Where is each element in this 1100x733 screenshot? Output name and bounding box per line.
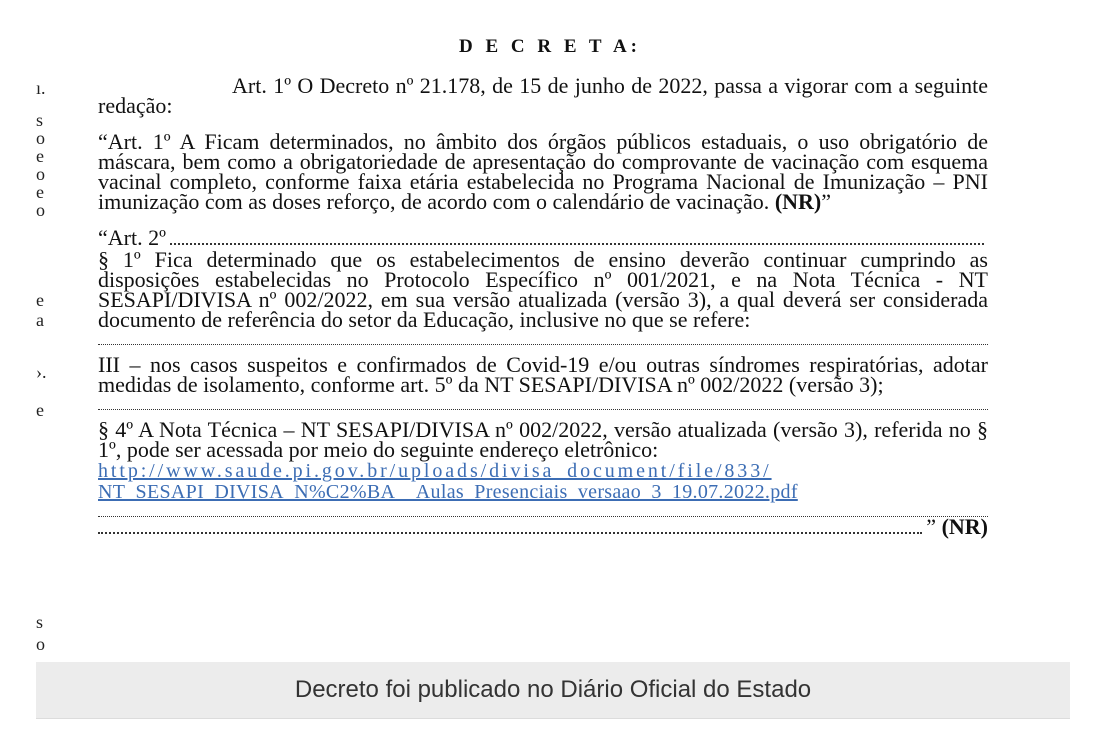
margin-fragment: e: [36, 400, 44, 420]
nota-tecnica-link-part-2[interactable]: NT_SESAPI_DIVISA_N%C2%BA__Aulas_Presenciais_versaao_3_19.07.2022.pdf: [98, 481, 798, 503]
margin-fragment: o: [36, 164, 45, 184]
decree-heading: D E C R E T A:: [459, 36, 641, 57]
margin-fragment: o: [36, 128, 45, 148]
nr-marker: (NR): [774, 189, 822, 214]
paragraph-4: § 4º A Nota Técnica – NT SESAPI/DIVISA nº 002/2022, versão atualizada (versão 3), referida no § 1º, pode ser acessada por meio do seguinte endereço eletrônico:: [98, 417, 988, 462]
margin-fragment: ı.: [36, 78, 46, 98]
margin-fragment: ›.: [36, 362, 47, 382]
margin-fragment: o: [36, 200, 45, 220]
margin-fragment: e: [36, 290, 44, 310]
paragraph-1: § 1º Fica determinado que os estabelecimentos de ensino deverão continuar cumprindo as disposições estabelecidas no Protocolo Específico nº 001/2021, e na Nota Técnica - NT SESAPI/DIVISA nº 002/2022, em sua versão atualizada (versão 3), a qual deverá ser considerada documento de referência do setor da Educação, inclusive no que se refere:: [98, 247, 988, 332]
margin-fragment: e: [36, 146, 44, 166]
article-2-label: “Art. 2º: [98, 225, 166, 250]
dotted-leader: [98, 532, 922, 534]
margin-fragment: a: [36, 310, 44, 330]
dotted-separator: [98, 395, 988, 410]
margin-fragment: o: [36, 634, 45, 654]
article-1-quote-paragraph: [98, 129, 988, 214]
article-1-quote: “Art. 1º A Ficam determinados, no âmbito dos órgãos públicos estaduais, o uso obrigatório de máscara, bem como a obrigatoriedade de apresentação do comprovante de vacinação com esquema vacinal completo, conforme faixa etária estabelecida no Programa Nacional de Imunização – PNI imunização com as doses reforço, de acordo com o calendário de vacinação.: [98, 129, 988, 214]
nr-marker: (NR): [941, 514, 988, 539]
quote-close: ”: [821, 189, 832, 214]
nota-tecnica-link-part-1[interactable]: http://www.saude.pi.gov.br/uploads/divisa_document/file/833/: [98, 460, 772, 482]
dotted-leader: [170, 243, 984, 245]
margin-fragment: s: [36, 110, 44, 130]
publication-banner: Decreto foi publicado no Diário Oficial do Estado: [36, 662, 1070, 719]
decree-body: [98, 73, 988, 539]
article-1-intro: Art. 1º O Decreto nº 21.178, de 15 de junho de 2022, passa a vigorar com a seguinte redação:: [98, 73, 988, 118]
closing-line: [98, 514, 988, 539]
margin-fragment: e: [36, 182, 44, 202]
dotted-separator: [98, 502, 988, 517]
margin-fragment: s: [36, 612, 44, 632]
item-iii: III – nos casos suspeitos e confirmados de Covid-19 e/ou outras síndromes respiratórias, adotar medidas de isolamento, conforme art. 5º da NT SESAPI/DIVISA nº 002/2022 (versão 3);: [98, 352, 988, 397]
closing-quote: ”: [926, 514, 937, 539]
cropped-left-column: [36, 0, 56, 660]
dotted-separator: [98, 330, 988, 345]
